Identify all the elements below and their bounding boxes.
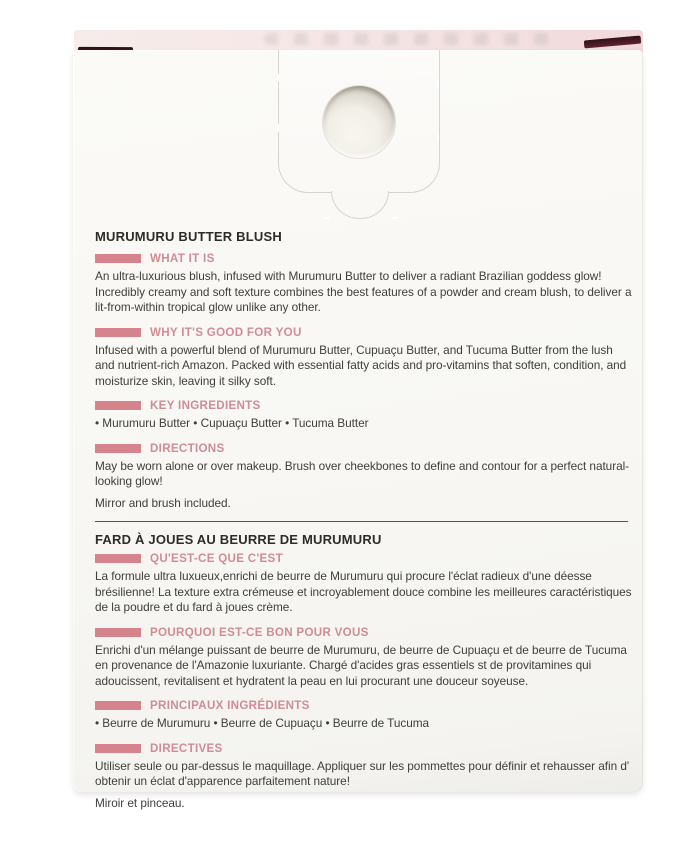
- perforation-tick: [437, 80, 439, 88]
- section-heading-label: DIRECTIONS: [150, 441, 225, 455]
- section-heading-pourquoi: [95, 626, 632, 639]
- heading-bar-icon: [95, 628, 141, 637]
- heading-bar-icon: [95, 401, 141, 410]
- embossed-brand-marking: [264, 33, 554, 45]
- product-box: [73, 30, 643, 810]
- perforation-tick: [277, 124, 279, 132]
- section-heading-label: KEY INGREDIENTS: [150, 399, 261, 412]
- language-divider: [95, 521, 628, 522]
- heading-bar-icon: [95, 701, 141, 710]
- product-title-en: MURUMURU BUTTER BLUSH: [95, 229, 282, 244]
- hang-tab-notch: [331, 191, 389, 219]
- section-body-directions: May be worn alone or over makeup. Brush over cheekbones to define and contour for a perfect natural-looking glow!: [95, 458, 630, 488]
- hang-hole: [323, 86, 395, 158]
- heading-bar-icon: [95, 444, 141, 453]
- heading-bar-icon: [95, 254, 141, 263]
- section-heading-directions: [95, 442, 632, 455]
- section-body-directives: Utiliser seule ou par-dessus le maquillage. Appliquer sur les pommettes pour définir et rehausser afin d' obtenir un éclat d'apparence parfaitement nature!: [95, 758, 630, 788]
- section-heading-what-it-is: [95, 252, 632, 265]
- panel-content: [95, 229, 632, 811]
- section-heading-key-ingredients: [95, 399, 632, 412]
- section-heading-label: WHAT IT IS: [150, 252, 215, 265]
- section-body-quest-ce: La formule ultra luxueux,enrichi de beurre de Murumuru qui procure l'éclat radieux d'une déesse brésilienne! La texture extra crémeuse et incroyablement douce combine les meilleures caractéristiques de la poudre et du fard à joues crème.: [95, 569, 632, 614]
- section-heading-principaux: [95, 699, 632, 712]
- included-note-fr: Miroir et pinceau.: [95, 795, 185, 810]
- section-body-principaux: • Beurre de Murumuru • Beurre de Cupuaçu • Beurre de Tucuma: [95, 716, 430, 730]
- perforation-tick: [277, 74, 279, 82]
- section-heading-quest-ce: [95, 552, 632, 565]
- product-title-fr: FARD À JOUES AU BEURRE DE MURUMURU: [95, 532, 382, 547]
- section-heading-why-good: [95, 326, 632, 339]
- section-heading-label: DIRECTIVES: [150, 741, 223, 755]
- perforation-tick: [437, 134, 439, 142]
- perforation-tick: [323, 217, 330, 219]
- section-body-what-it-is: An ultra-luxurious blush, infused with Murumuru Butter to deliver a radiant Brazilian goddess glow! Incredibly creamy and soft texture combines the best features of a powder and cream blush, to deliver a lit-from-within tropical glow unlike any other.: [95, 269, 632, 314]
- section-heading-label: QU'EST-CE QUE C'EST: [150, 552, 283, 565]
- section-heading-directives: [95, 742, 632, 755]
- section-body-why-good: Infused with a powerful blend of Murumuru Butter, Cupuaçu Butter, and Tucuma Butter from the lush and nutrient-rich Amazon. Packed with essential fatty acids and pro-vitamins that soften, condition, and moisturize skin, leaving it silky soft.: [95, 342, 627, 388]
- section-body-pourquoi: Enrichi d'un mélange puissant de beurre de Murumuru, de beurre de Cupuaçu et de beurre de Tucuma en provenance de l'Amazonie luxuriante. Chargé d'acides gras essentiels st de provitamines qui adoucissent, revitalisent et hydratent la peau en lui procurant une douceur soyeuse.: [95, 642, 627, 688]
- box-front-panel: [73, 50, 643, 810]
- heading-bar-icon: [95, 554, 141, 563]
- included-note-en: Mirror and brush included.: [95, 495, 231, 510]
- section-heading-label: PRINCIPAUX INGRÉDIENTS: [150, 699, 310, 712]
- section-body-key-ingredients: • Murumuru Butter • Cupuaçu Butter • Tucuma Butter: [95, 416, 369, 430]
- heading-bar-icon: [95, 328, 141, 337]
- section-heading-label: WHY IT'S GOOD FOR YOU: [150, 325, 302, 339]
- perforation-tick: [391, 217, 398, 219]
- heading-bar-icon: [95, 744, 141, 753]
- section-heading-label: POURQUOI EST-CE BON POUR VOUS: [150, 625, 369, 639]
